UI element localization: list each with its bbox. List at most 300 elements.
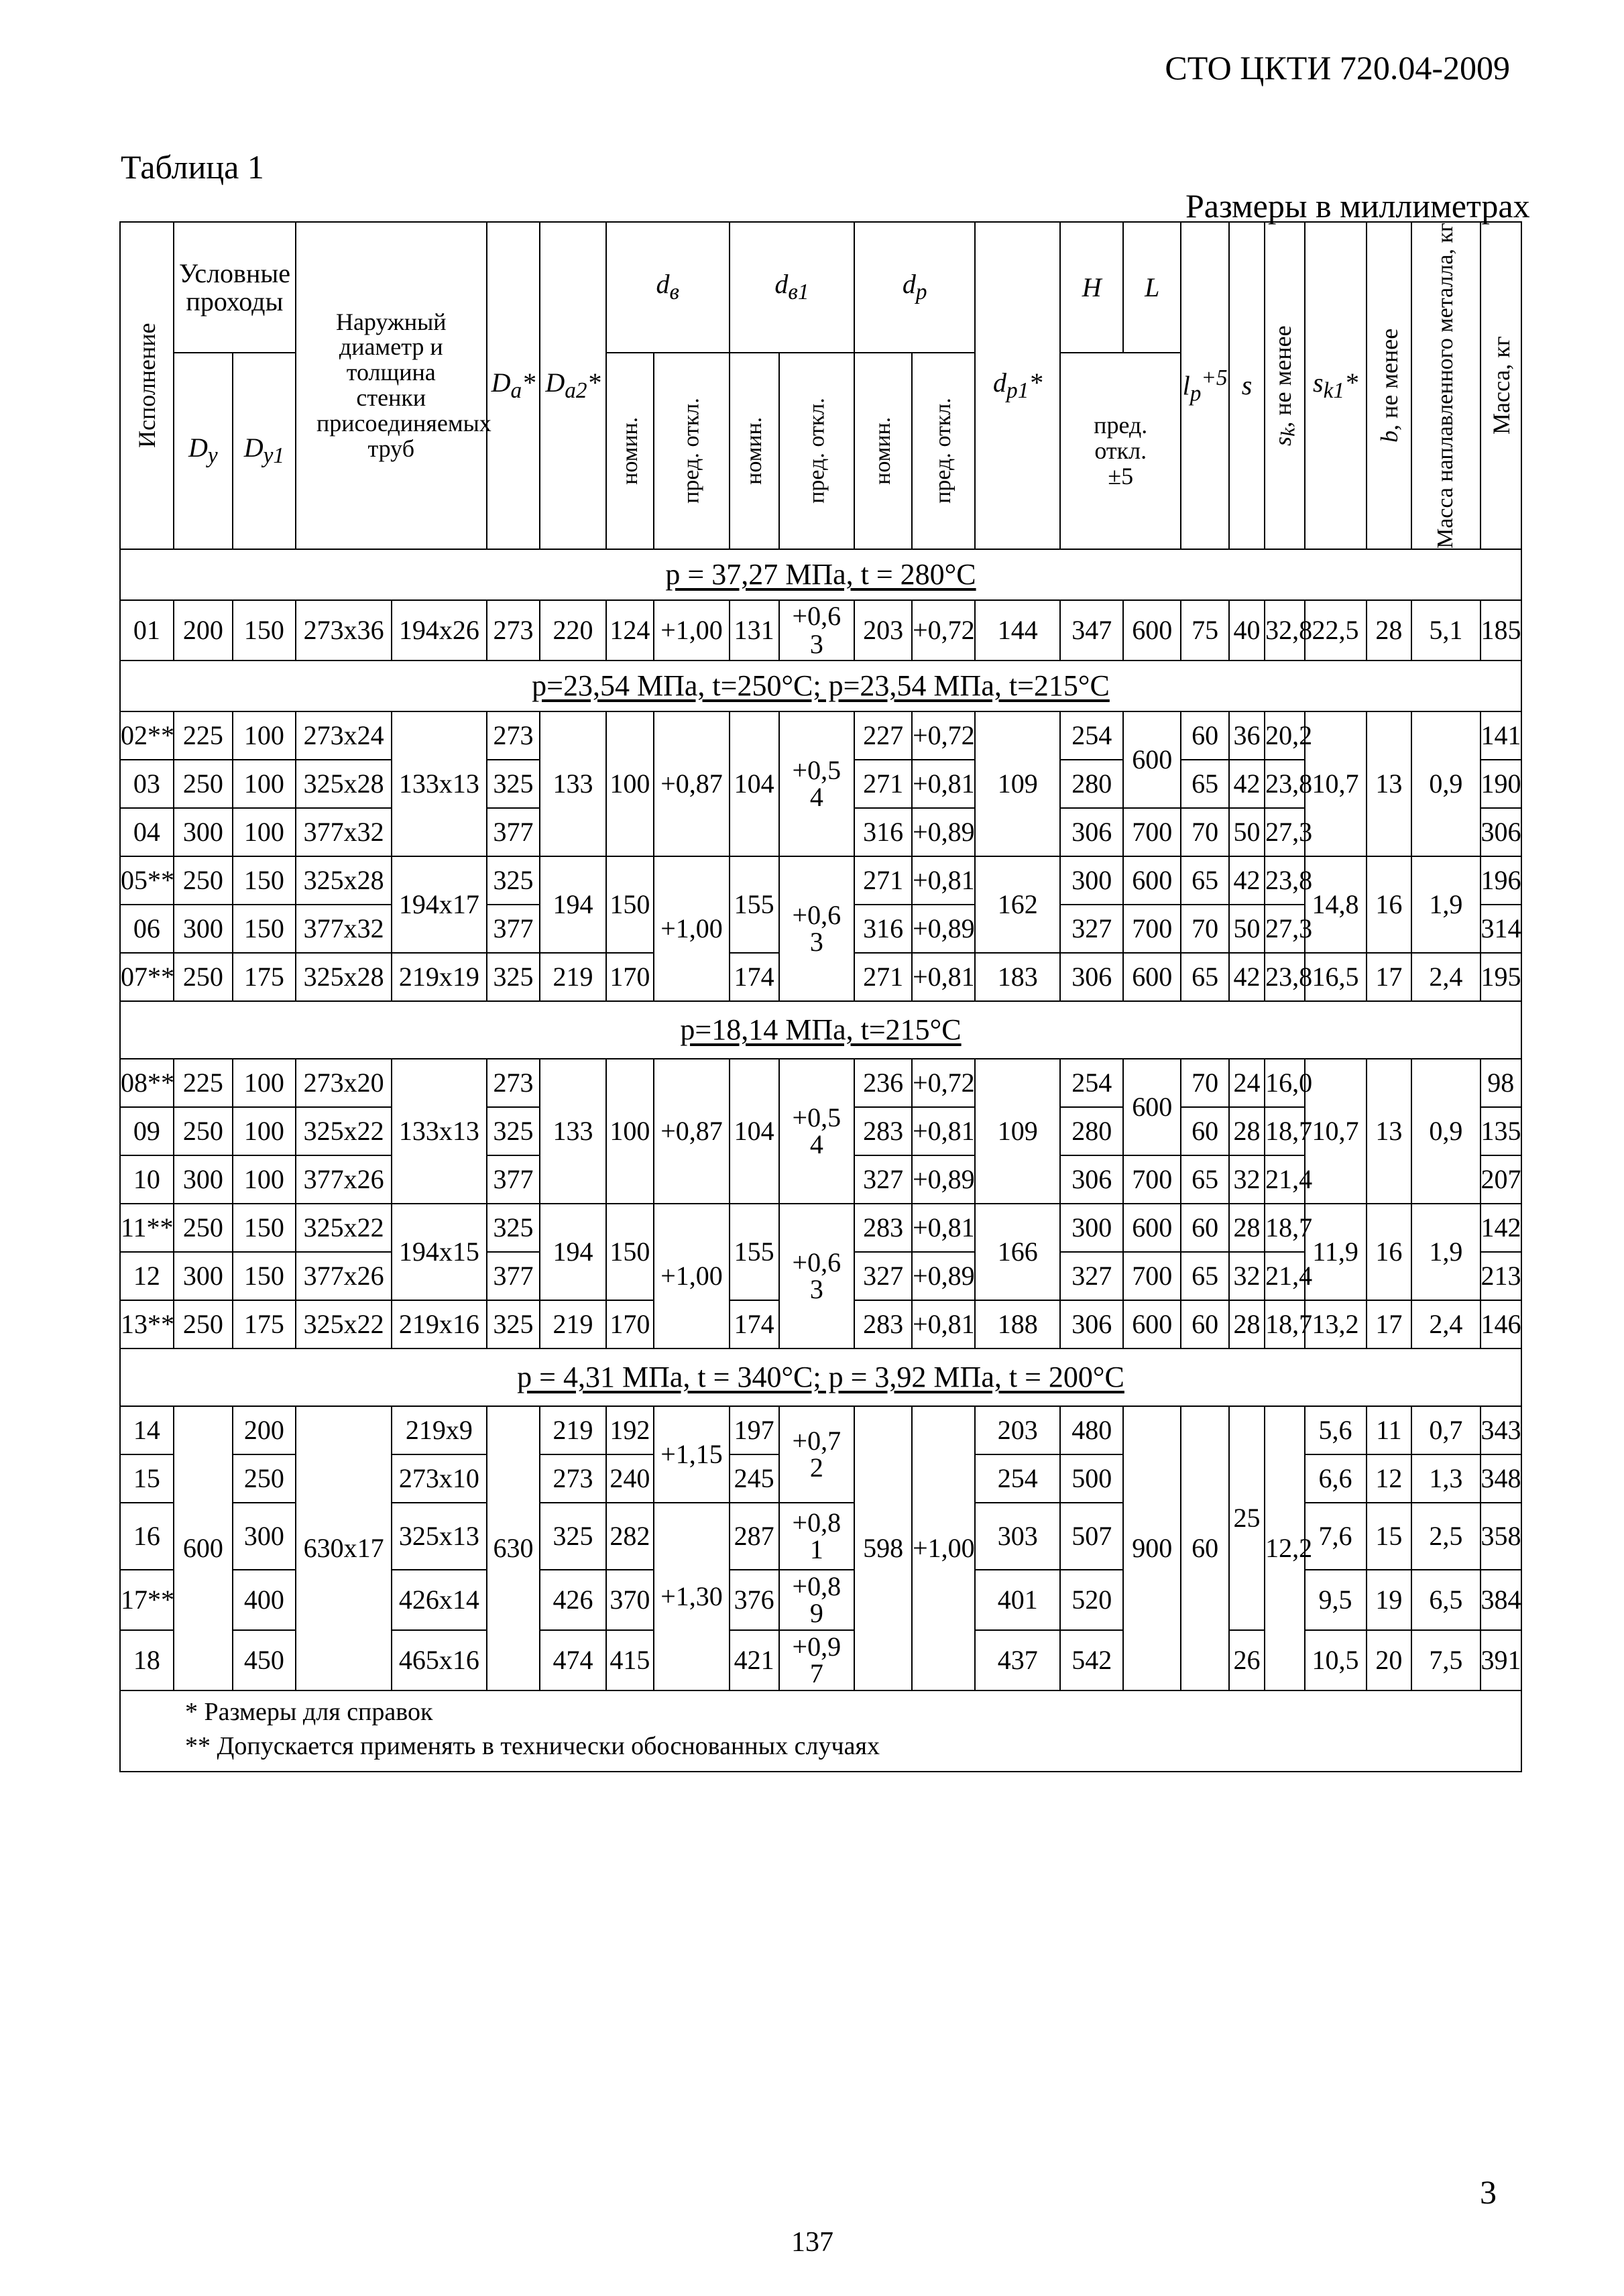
table-cell: 27,3 [1265,905,1304,953]
table-cell: 219x16 [392,1300,486,1348]
footnotes [120,1690,1521,1772]
table-cell: 377x32 [296,905,392,953]
table-cell: 142 [1481,1204,1522,1252]
table-cell: 190 [1481,760,1522,808]
table-cell: 325 [487,1300,540,1348]
table-cell: 20,2 [1265,711,1304,760]
table-cell: 10 [120,1155,174,1204]
table-cell: 600 [174,1406,233,1690]
table-cell: 195 [1481,953,1522,1001]
table-row [120,856,1521,905]
table-cell: 250 [233,1454,296,1503]
table-cell: 175 [233,1300,296,1348]
sheet-number: 137 [791,2227,833,2258]
table-cell: 2,4 [1411,1300,1480,1348]
col-header-dp: $d_p$ [854,222,975,353]
table-cell: 343 [1481,1406,1522,1454]
table-cell: 300 [1060,856,1123,905]
table-cell: 325 [487,1107,540,1155]
table-cell: 300 [174,1155,233,1204]
table-cell: 194 [540,1204,605,1300]
table-cell: 219 [540,1406,605,1454]
table-cell: +0,81 [912,1300,975,1348]
table-cell: 5,1 [1411,600,1480,661]
table-cell: 600 [1123,953,1181,1001]
table-cell: 327 [1060,905,1123,953]
table-cell: 150 [606,1204,654,1300]
table-cell: 07** [120,953,174,1001]
table-cell: 325x22 [296,1107,392,1155]
table-cell: 16 [1367,1204,1412,1300]
table-cell: 376 [730,1570,779,1630]
table-row [120,1204,1521,1252]
table-cell: 100 [233,1107,296,1155]
table-cell: 507 [1060,1503,1123,1570]
table-cell: 28 [1229,1300,1265,1348]
table-cell: 280 [1060,1107,1123,1155]
table-row [120,1406,1521,1454]
table-cell: +0,89 [912,905,975,953]
table-cell: 100 [233,808,296,856]
table-cell: 203 [975,1406,1060,1454]
table-row [120,1001,1521,1059]
table-cell: 133x13 [392,711,486,856]
col-header-h: H [1060,222,1123,353]
table-cell: 150 [233,856,296,905]
table-cell: 75 [1181,600,1229,661]
table-cell: +0,81 [912,856,975,905]
table-cell: 16 [1367,856,1412,953]
table-cell: 42 [1229,856,1265,905]
table-cell: +0,5 4 [779,1059,855,1204]
table-cell: 109 [975,711,1060,856]
table-row [120,661,1521,711]
table-cell: +0,7 2 [779,1406,855,1503]
table-cell: 11,9 [1305,1204,1367,1300]
table-cell: +0,81 [912,760,975,808]
table-cell: 1,9 [1411,856,1480,953]
table-cell: 303 [975,1503,1060,1570]
table-cell: 250 [174,1204,233,1252]
table-cell: 5,6 [1305,1406,1367,1454]
table-cell: 391 [1481,1630,1522,1690]
table-cell: 60 [1181,1204,1229,1252]
table-cell: 42 [1229,760,1265,808]
table-row [120,1348,1521,1406]
table-cell: 273 [487,1059,540,1107]
table-cell: 600 [1123,1059,1181,1155]
table-cell: 325x28 [296,856,392,905]
table-cell: +0,6 3 [779,1204,855,1348]
table-cell: 377x32 [296,808,392,856]
table-cell: 200 [174,600,233,661]
table-cell: 150 [606,856,654,953]
col-header-ispolnenie: Исполнение [120,222,174,549]
table-cell: 227 [854,711,912,760]
table-cell: 197 [730,1406,779,1454]
table-cell: 600 [1123,1204,1181,1252]
table-cell: 250 [174,953,233,1001]
table-cell: 150 [233,600,296,661]
table-cell: 300 [174,808,233,856]
table-cell: 150 [233,1252,296,1300]
table-cell: 254 [975,1454,1060,1503]
table-cell: 65 [1181,760,1229,808]
table-cell: +0,89 [912,1155,975,1204]
table-cell: 273x24 [296,711,392,760]
table-cell: 325x22 [296,1204,392,1252]
table-cell: 273x36 [296,600,392,661]
table-cell: 250 [174,760,233,808]
col-header-dv1-nomin: номин. [730,353,779,549]
section-header-1: p = 37,27 МПа, t = 280°C [120,549,1521,600]
table-cell: 316 [854,905,912,953]
table-cell: 40 [1229,600,1265,661]
table-cell: 16,0 [1265,1059,1304,1107]
table-cell: 98 [1481,1059,1522,1107]
table-cell: 348 [1481,1454,1522,1503]
table-caption: Таблица 1 [121,148,264,186]
col-header-dp-nomin: номин. [854,353,912,549]
table-cell: 12,2 [1265,1406,1304,1690]
table-cell: +0,81 [912,1107,975,1155]
table-cell: 273 [487,600,540,661]
table-cell: 358 [1481,1503,1522,1570]
table-cell: 254 [1060,711,1123,760]
table-cell: 219x19 [392,953,486,1001]
table-cell: 28 [1229,1204,1265,1252]
table-cell: 203 [854,600,912,661]
table-cell: 124 [606,600,654,661]
table-cell: 426x14 [392,1570,486,1630]
table-cell: 437 [975,1630,1060,1690]
table-cell: 21,4 [1265,1252,1304,1300]
table-row [120,222,1521,353]
table-cell: 65 [1181,856,1229,905]
table-cell: +1,30 [654,1503,730,1690]
table-cell: 273x10 [392,1454,486,1503]
table-cell: 100 [233,1155,296,1204]
table-cell: 300 [174,905,233,953]
table-cell: 327 [854,1155,912,1204]
table-cell: 13 [1367,1059,1412,1204]
table-cell: 21,4 [1265,1155,1304,1204]
table-cell: +0,8 1 [779,1503,855,1570]
table-cell: 542 [1060,1630,1123,1690]
table-cell: 14 [120,1406,174,1454]
table-cell: +1,00 [654,856,730,1001]
table-cell: 325 [487,953,540,1001]
col-header-l: L [1123,222,1181,353]
table-cell: +0,72 [912,711,975,760]
table-cell: +1,00 [654,1204,730,1348]
table-cell: 400 [233,1570,296,1630]
table-row [120,1059,1521,1107]
table-cell: 02** [120,711,174,760]
col-header-mass: Масса, кг [1481,222,1522,549]
table-cell: 314 [1481,905,1522,953]
table-cell: 104 [730,1059,779,1204]
table-cell: +0,5 4 [779,711,855,856]
table-cell: 0,7 [1411,1406,1480,1454]
col-header-dp-tol: пред. откл. [912,353,975,549]
footnote-reference: * Размеры для справок [185,1698,433,1727]
table-cell: 25 [1229,1406,1265,1630]
table-cell: 325x13 [392,1503,486,1570]
table-cell: 213 [1481,1252,1522,1300]
table-cell: 23,8 [1265,856,1304,905]
table-cell: 474 [540,1630,605,1690]
table-cell: 700 [1123,905,1181,953]
table-cell: +0,6 3 [779,856,855,1001]
table-cell: 630x17 [296,1406,392,1690]
table-cell: 196 [1481,856,1522,905]
table-cell: 271 [854,760,912,808]
table-cell: 280 [1060,760,1123,808]
table-cell: 22,5 [1305,600,1367,661]
table-cell: 600 [1123,711,1181,808]
table-cell: 70 [1181,1059,1229,1107]
table-cell: 283 [854,1107,912,1155]
col-header-dy1: $D_{y1}$ [233,353,296,549]
col-header-dv-tol: пред. откл. [654,353,730,549]
table-cell: 65 [1181,1155,1229,1204]
table-cell: 135 [1481,1107,1522,1155]
table-cell: 421 [730,1630,779,1690]
table-cell: 219x9 [392,1406,486,1454]
col-header-mass-weld: Масса наплавленного металла, кг [1411,222,1480,549]
table-cell: 14,8 [1305,856,1367,953]
table-cell: 327 [1060,1252,1123,1300]
table-cell: 306 [1481,808,1522,856]
table-cell: 300 [1060,1204,1123,1252]
table-cell: 13,2 [1305,1300,1367,1348]
table-cell: 377 [487,1155,540,1204]
table-cell: 600 [1123,1300,1181,1348]
table-cell: 283 [854,1204,912,1252]
table-cell: 17 [1367,1300,1412,1348]
table-cell: 207 [1481,1155,1522,1204]
table-cell: 245 [730,1454,779,1503]
section-header-3: p=18,14 МПа, t=215°C [120,1001,1521,1059]
table-cell: 60 [1181,1300,1229,1348]
table-cell: 05** [120,856,174,905]
table-cell: 271 [854,856,912,905]
table-cell: 15 [1367,1503,1412,1570]
table-cell: 377 [487,808,540,856]
table-cell: 300 [233,1503,296,1570]
table-cell: 325x22 [296,1300,392,1348]
col-header-da: $D_a*$ [487,222,540,549]
col-header-sk1: $s_{k1}*$ [1305,222,1367,549]
table-cell: 10,5 [1305,1630,1367,1690]
table-cell: 50 [1229,905,1265,953]
table-cell: 60 [1181,1107,1229,1155]
table-cell: 42 [1229,953,1265,1001]
table-cell: 194 [540,856,605,953]
table-cell: 219 [540,953,605,1001]
table-cell: +0,89 [912,1252,975,1300]
table-cell: 347 [1060,600,1123,661]
table-cell: 01 [120,600,174,661]
table-cell: +1,00 [654,600,730,661]
table-cell: 32 [1229,1252,1265,1300]
table-cell: 384 [1481,1570,1522,1630]
table-cell: 325 [487,856,540,905]
table-cell: 188 [975,1300,1060,1348]
table-cell: 6,6 [1305,1454,1367,1503]
table-cell: 104 [730,711,779,856]
table-cell: 250 [174,1107,233,1155]
document-code: СТО ЦКТИ 720.04-2009 [1165,49,1510,87]
table-cell: 27,3 [1265,808,1304,856]
table-cell: 13 [1367,711,1412,856]
table-cell: 50 [1229,808,1265,856]
col-header-dv: $d_в$ [606,222,730,353]
table-cell: 271 [854,953,912,1001]
table-cell: 600 [1123,856,1181,905]
table-cell: 192 [606,1406,654,1454]
table-cell: +0,8 9 [779,1570,855,1630]
table-cell: 273 [540,1454,605,1503]
table-cell: 06 [120,905,174,953]
table-cell: 630 [487,1406,540,1690]
table-cell: 283 [854,1300,912,1348]
table-cell: 254 [1060,1059,1123,1107]
table-row [120,711,1521,760]
table-cell: +1,00 [912,1406,975,1690]
col-header-s: s [1229,222,1265,549]
table-cell: 24 [1229,1059,1265,1107]
table-cell: +0,81 [912,953,975,1001]
table-cell: 282 [606,1503,654,1570]
table-cell: 141 [1481,711,1522,760]
table-cell: 08** [120,1059,174,1107]
table-row [120,1690,1521,1772]
table-cell: 133x13 [392,1059,486,1204]
page-number: 3 [1480,2173,1497,2211]
col-header-sk: $s_k$, не менее [1265,222,1304,549]
table-cell: 194x26 [392,600,486,661]
table-cell: 17** [120,1570,174,1630]
table-cell: +0,9 7 [779,1630,855,1690]
table-cell: 15 [120,1454,174,1503]
table-cell: 26 [1229,1630,1265,1690]
table-row [120,600,1521,661]
table-cell: 16 [120,1503,174,1570]
table-cell: 20 [1367,1630,1412,1690]
table-cell: 0,9 [1411,1059,1480,1204]
table-cell: 150 [233,905,296,953]
table-cell: 306 [1060,953,1123,1001]
table-cell: 174 [730,953,779,1001]
table-cell: 225 [174,1059,233,1107]
table-cell: +0,87 [654,1059,730,1204]
table-cell: 185 [1481,600,1522,661]
table-row [120,549,1521,600]
table-cell: 03 [120,760,174,808]
table-cell: 12 [120,1252,174,1300]
table-cell: 465x16 [392,1630,486,1690]
table-cell: 194x15 [392,1204,486,1300]
table-cell: 28 [1229,1107,1265,1155]
table-cell: 32,8 [1265,600,1304,661]
table-cell: 325 [487,760,540,808]
table-cell: 325 [540,1503,605,1570]
table-cell: 150 [233,1204,296,1252]
table-cell: 109 [975,1059,1060,1204]
table-cell: 60 [1181,711,1229,760]
footnote-justified: ** Допускается применять в технически обоснованных случаях [185,1732,880,1761]
table-cell: 700 [1123,808,1181,856]
table-cell: +0,72 [912,600,975,661]
table-cell: +0,87 [654,711,730,856]
table-cell: 18 [120,1630,174,1690]
col-header-dv1: $d_{в1}$ [730,222,854,353]
table-cell: +1,15 [654,1406,730,1503]
table-cell: 183 [975,953,1060,1001]
table-cell: 377x26 [296,1155,392,1204]
table-cell: 133 [540,1059,605,1204]
table-cell: 700 [1123,1155,1181,1204]
table-cell: 144 [975,600,1060,661]
table-cell: 273 [487,711,540,760]
table-cell: 598 [854,1406,912,1690]
table-cell: 316 [854,808,912,856]
table-cell: 240 [606,1454,654,1503]
table-cell: 900 [1123,1406,1181,1690]
table-cell: 401 [975,1570,1060,1630]
table-cell: 325x28 [296,953,392,1001]
table-cell: 370 [606,1570,654,1630]
table-cell: 236 [854,1059,912,1107]
table-cell: 600 [1123,600,1181,661]
table-cell: +0,81 [912,1204,975,1252]
table-cell: 65 [1181,1252,1229,1300]
col-header-b: b, не менее [1367,222,1412,549]
table-cell: 10,7 [1305,711,1367,856]
table-cell: 2,4 [1411,953,1480,1001]
col-header-dp1: $d_{p1}*$ [975,222,1060,549]
table-cell: 2,5 [1411,1503,1480,1570]
table-cell: 306 [1060,1155,1123,1204]
table-cell: 13** [120,1300,174,1348]
table-cell: +0,89 [912,808,975,856]
table-cell: 377x26 [296,1252,392,1300]
table-cell: 426 [540,1570,605,1630]
col-header-dy: $D_y$ [174,353,233,549]
table-cell: 155 [730,856,779,953]
table-cell: 415 [606,1630,654,1690]
table-cell: 10,7 [1305,1059,1367,1204]
table-cell: 170 [606,953,654,1001]
table-cell: 306 [1060,1300,1123,1348]
table-cell: 17 [1367,953,1412,1001]
table-cell: 377 [487,1252,540,1300]
table-cell: 16,5 [1305,953,1367,1001]
table-cell: 306 [1060,808,1123,856]
table-cell: 23,8 [1265,953,1304,1001]
table-cell: 175 [233,953,296,1001]
table-cell: 100 [233,711,296,760]
table-cell: 300 [174,1252,233,1300]
table-cell: 7,5 [1411,1630,1480,1690]
table-cell: 36 [1229,711,1265,760]
col-header-lp: $l_p^{+5}$ [1181,222,1229,549]
table-cell: 327 [854,1252,912,1300]
col-header-da2: $D_{a2}*$ [540,222,605,549]
table-cell: 11 [1367,1406,1412,1454]
